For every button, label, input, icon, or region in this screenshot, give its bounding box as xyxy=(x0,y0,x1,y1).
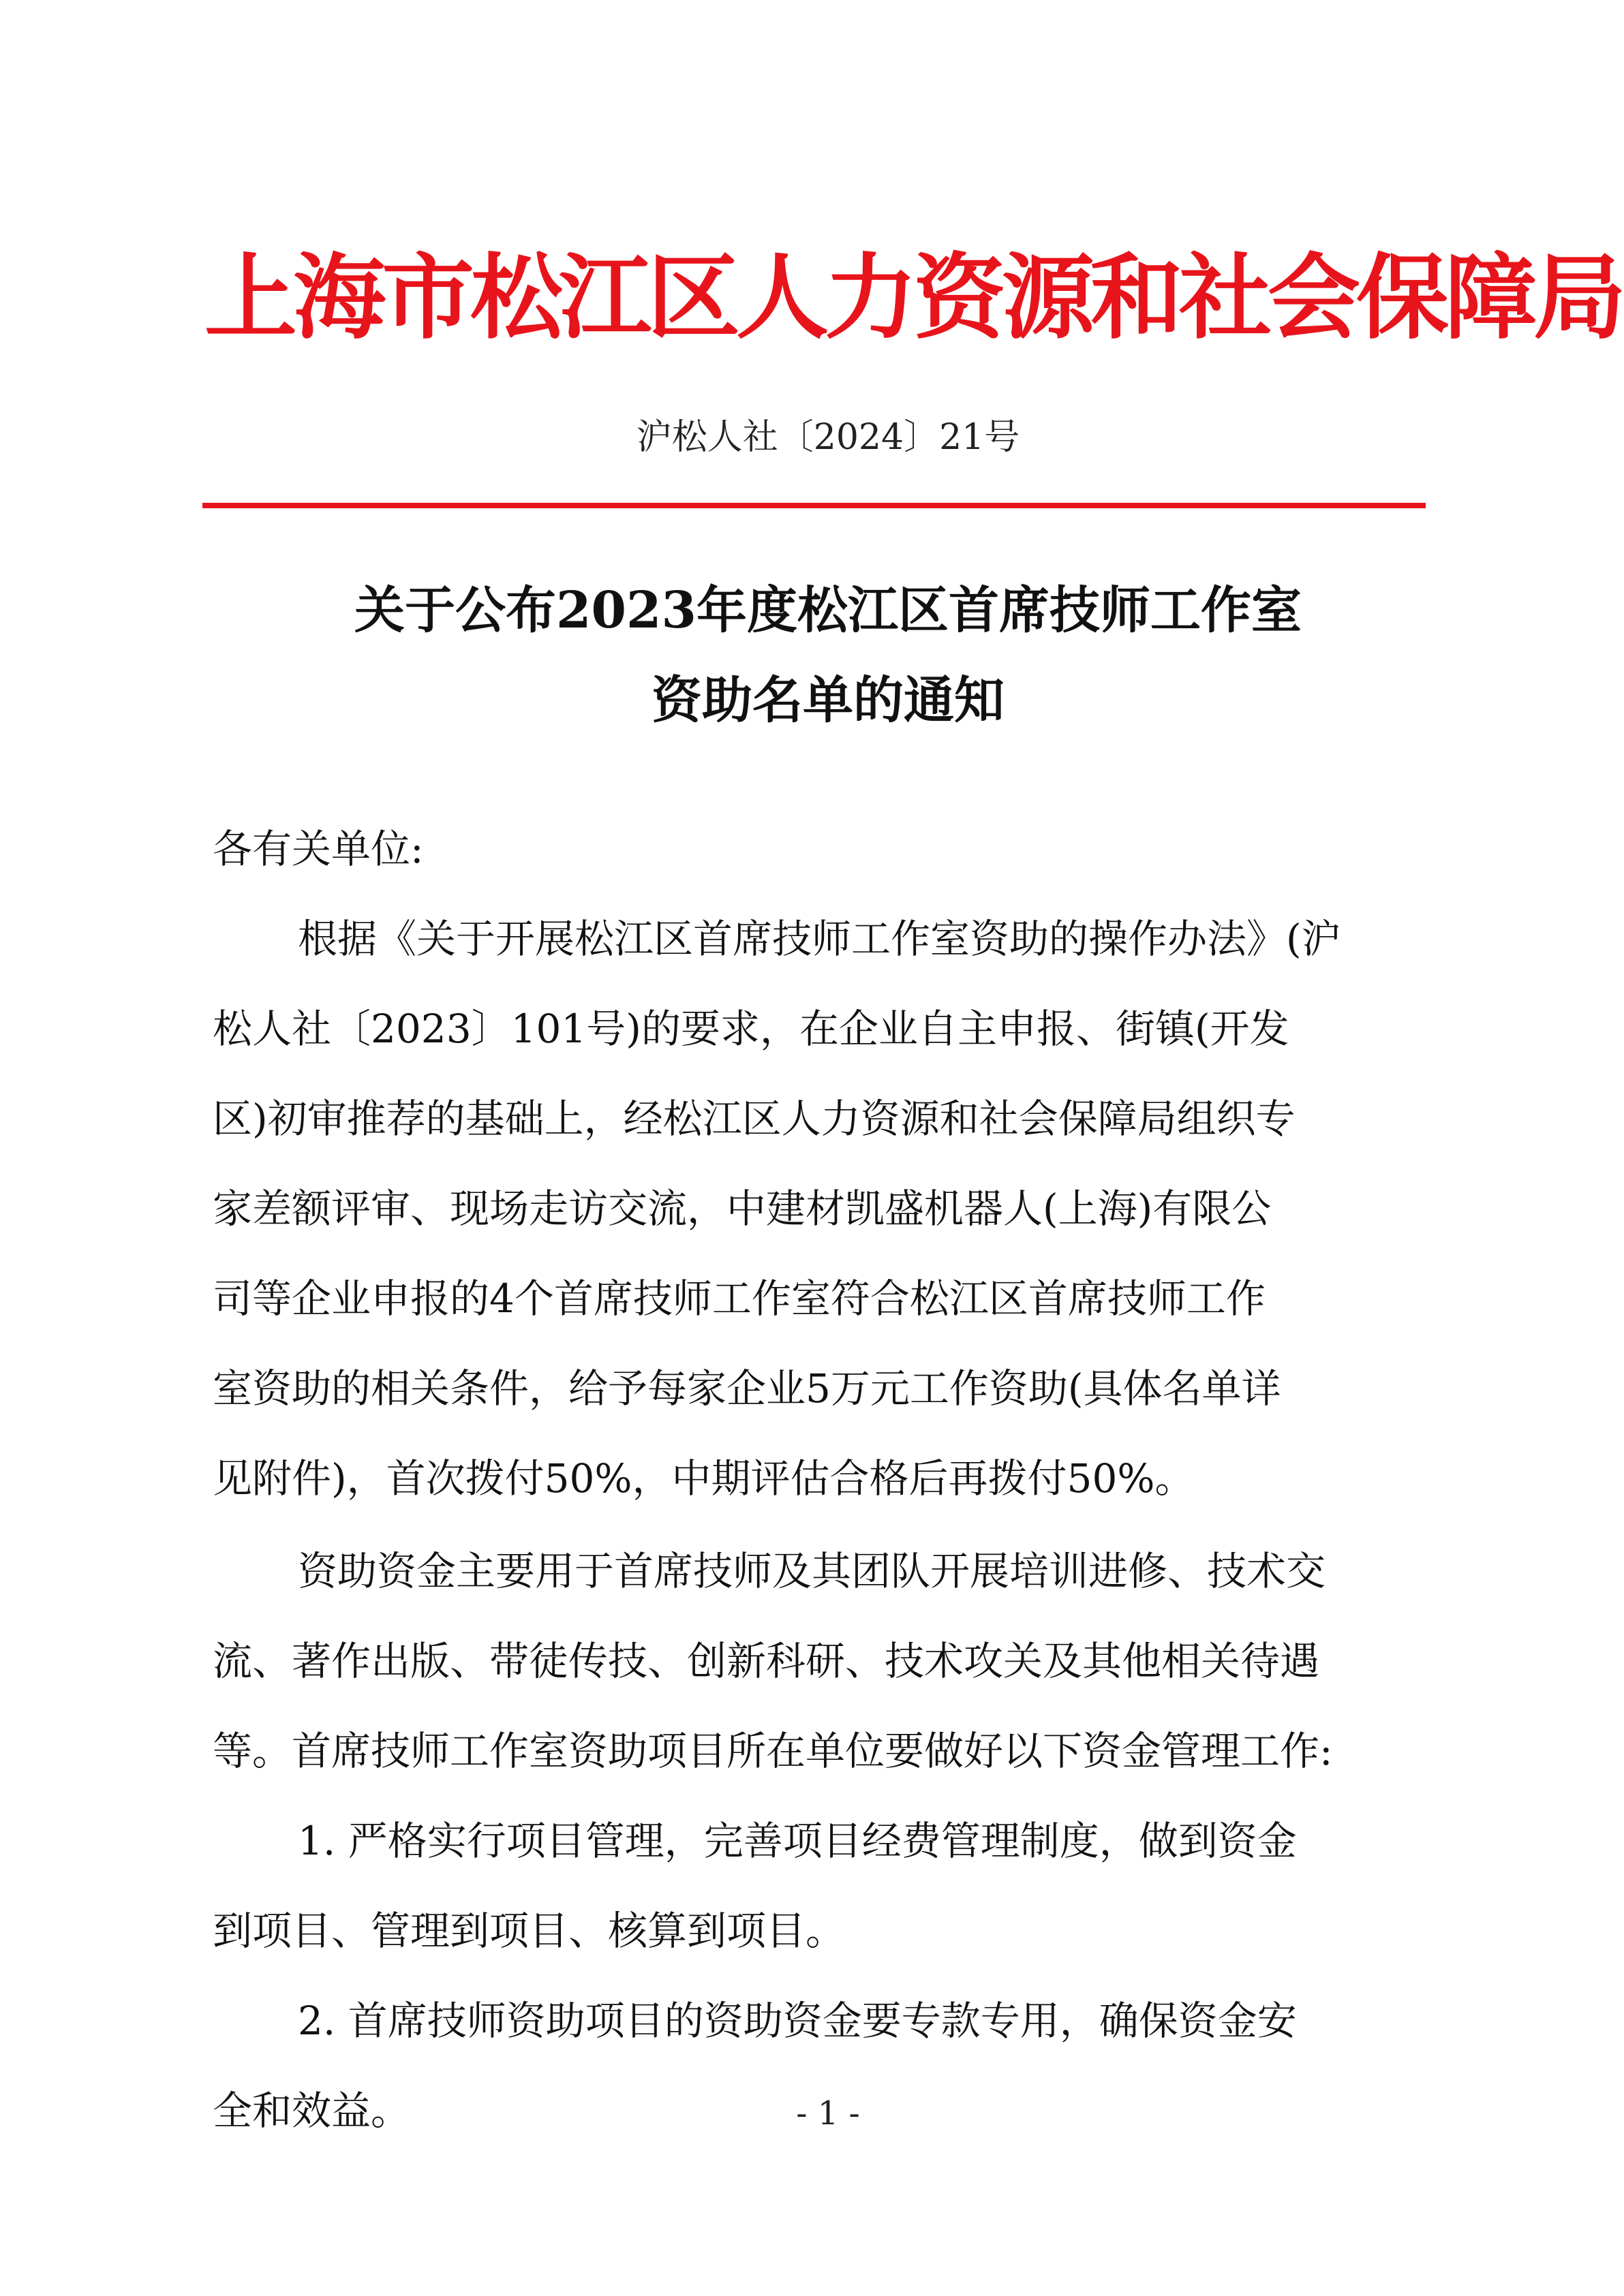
paragraph-line: 流、著作出版、带徒传技、创新科研、技术攻关及其他相关待遇 xyxy=(213,1638,1320,1684)
paragraph-line: 到项目、管理到项目、核算到项目。 xyxy=(213,1908,846,1954)
paragraph-line: 根据《关于开展松江区首席技师工作室资助的操作办法》(沪 xyxy=(298,916,1341,962)
paragraph-line: 全和效益。 xyxy=(213,2088,411,2134)
page-number: - 1 - xyxy=(796,2094,860,2132)
red-divider-rule xyxy=(202,503,1426,508)
paragraph-line: 家差额评审、现场走访交流，中建材凯盛机器人(上海)有限公 xyxy=(213,1185,1272,1232)
document-number: 沪松人社〔2024〕21号 xyxy=(636,417,1020,458)
notice-body xyxy=(213,804,1426,2156)
paragraph-line: 室资助的相关条件，给予每家企业5万元工作资助(具体名单详 xyxy=(213,1365,1281,1412)
paragraph-line: 松人社〔2023〕101号)的要求，在企业自主申报、街镇(开发 xyxy=(213,1006,1289,1052)
notice-title-line-2: 资助名单的通知 xyxy=(652,671,1005,730)
paragraph-line: 1. 严格实行项目管理，完善项目经费管理制度，做到资金 xyxy=(298,1818,1297,1864)
paragraph-line: 见附件)，首次拨付50%，中期评估合格后再拨付50%。 xyxy=(213,1455,1195,1502)
paragraph-line: 司等企业申报的4个首席技师工作室符合松江区首席技师工作 xyxy=(213,1275,1266,1322)
issuer-masthead: 上海市松江区人力资源和社会保障局 xyxy=(204,243,1622,352)
list-item-1 xyxy=(213,1796,1426,1976)
paragraph-fund-usage xyxy=(213,1526,1426,1796)
paragraph-line: 区)初审推荐的基础上，经松江区人力资源和社会保障局组织专 xyxy=(213,1096,1296,1142)
paragraph-line: 2. 首席技师资助项目的资助资金要专款专用，确保资金安 xyxy=(298,1998,1297,2044)
paragraph-basis xyxy=(213,894,1426,1523)
salutation: 各有关单位: xyxy=(213,826,424,872)
paragraph-line: 资助资金主要用于首席技师及其团队开展培训进修、技术交 xyxy=(298,1548,1326,1594)
notice-title-line-1: 关于公布2023年度松江区首席技师工作室 xyxy=(354,581,1302,640)
paragraph-line: 等。首席技师工作室资助项目所在单位要做好以下资金管理工作: xyxy=(213,1728,1333,1774)
notice-title xyxy=(204,565,1452,745)
